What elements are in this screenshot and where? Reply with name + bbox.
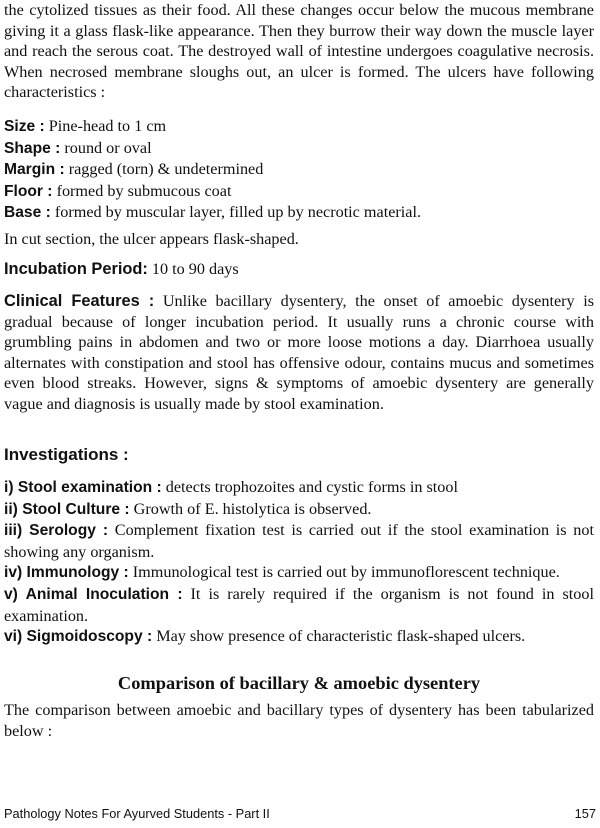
characteristics-list: [4, 116, 594, 224]
investigation-text: detects trophozoites and cystic forms in stool: [161, 478, 458, 496]
clinical-label: Clinical Features :: [4, 292, 155, 310]
char-margin: [4, 159, 594, 181]
char-size: [4, 116, 594, 138]
footer-book-title: Pathology Notes For Ayurved Students - Part II: [4, 806, 270, 821]
investigations-list: [4, 477, 594, 648]
investigation-item: [4, 626, 594, 648]
char-label: Floor :: [4, 182, 53, 200]
char-floor: [4, 181, 594, 203]
page-footer: [4, 806, 598, 821]
clinical-text: Unlike bacillary dysentery, the onset of amoebic dysentery is gradual because of longer incubation period. It usually runs a chronic course with grumbling pains in abdomen and two or more loose motions a day. Diarrhoea usually alternates with constipation and stool has offensive odour, contains mucus and sometimes even blood streaks. However, signs & symptoms of amoebic dysentery are generally vague and diagnosis is usually made by stool examination.: [4, 292, 594, 413]
cut-section-text: In cut section, the ulcer appears flask-shaped.: [4, 230, 299, 248]
clinical-features-paragraph: [4, 291, 594, 415]
comparison-heading: Comparison of bacillary & amoebic dysentery: [117, 673, 481, 693]
investigation-label: iii) Serology :: [4, 522, 109, 540]
char-shape: [4, 138, 594, 160]
intro-paragraph: the cytolized tissues as their food. All these changes occur below the mucous membrane giving it a glass flask-like appearance. Then they burrow their way down the muscle layer and reach the serous coat. The destroyed wall of intestine undergoes coagulative necrosis. When necrosed membrane sloughs out, an ulcer is formed. The ulcers have following characteristics :: [4, 1, 594, 102]
incubation-period: [4, 259, 594, 280]
investigation-text: It is rarely required if the organism is not found in stool examination.: [4, 584, 594, 625]
char-label: Size :: [4, 118, 45, 135]
char-text: formed by muscular layer, filled up by necrotic material.: [50, 203, 421, 222]
char-text: Pine-head to 1 cm: [44, 117, 167, 135]
investigation-label: ii) Stool Culture :: [4, 500, 130, 518]
investigation-item: [4, 520, 594, 562]
investigation-item: [4, 477, 594, 499]
page-number: 157: [574, 806, 596, 821]
investigation-item: [4, 584, 594, 626]
investigation-item: [4, 499, 594, 521]
incubation-label: Incubation Period:: [4, 260, 148, 278]
investigation-label: vi) Sigmoidoscopy :: [4, 628, 153, 646]
investigation-label: iv) Immunology :: [4, 564, 129, 582]
char-label: Base :: [4, 204, 51, 222]
investigation-label: v) Animal Inoculation :: [4, 585, 183, 603]
document-page: [4, 0, 594, 828]
investigation-text: Complement fixation test is carried out if the stool examination is not showing any organism.: [4, 521, 594, 561]
incubation-text: 10 to 90 days: [147, 260, 239, 278]
investigation-label: i) Stool examination :: [4, 479, 162, 496]
investigation-text: May show presence of characteristic flask-shaped ulcers.: [152, 627, 526, 646]
char-label: Shape :: [4, 139, 61, 157]
char-text: round or oval: [60, 138, 152, 157]
char-base: [4, 202, 594, 224]
investigations-heading: Investigations :: [4, 445, 129, 464]
char-text: formed by submucous coat: [52, 181, 232, 200]
investigation-text: Immunological test is carried out by immunoflorescent technique.: [128, 563, 560, 582]
comparison-paragraph: The comparison between amoebic and bacillary types of dysentery has been tabularized below :: [4, 701, 594, 740]
investigation-text: Growth of E. histolytica is observed.: [129, 499, 372, 518]
char-text: ragged (torn) & undetermined: [64, 160, 264, 179]
investigation-item: [4, 562, 594, 584]
char-label: Margin :: [4, 161, 65, 179]
